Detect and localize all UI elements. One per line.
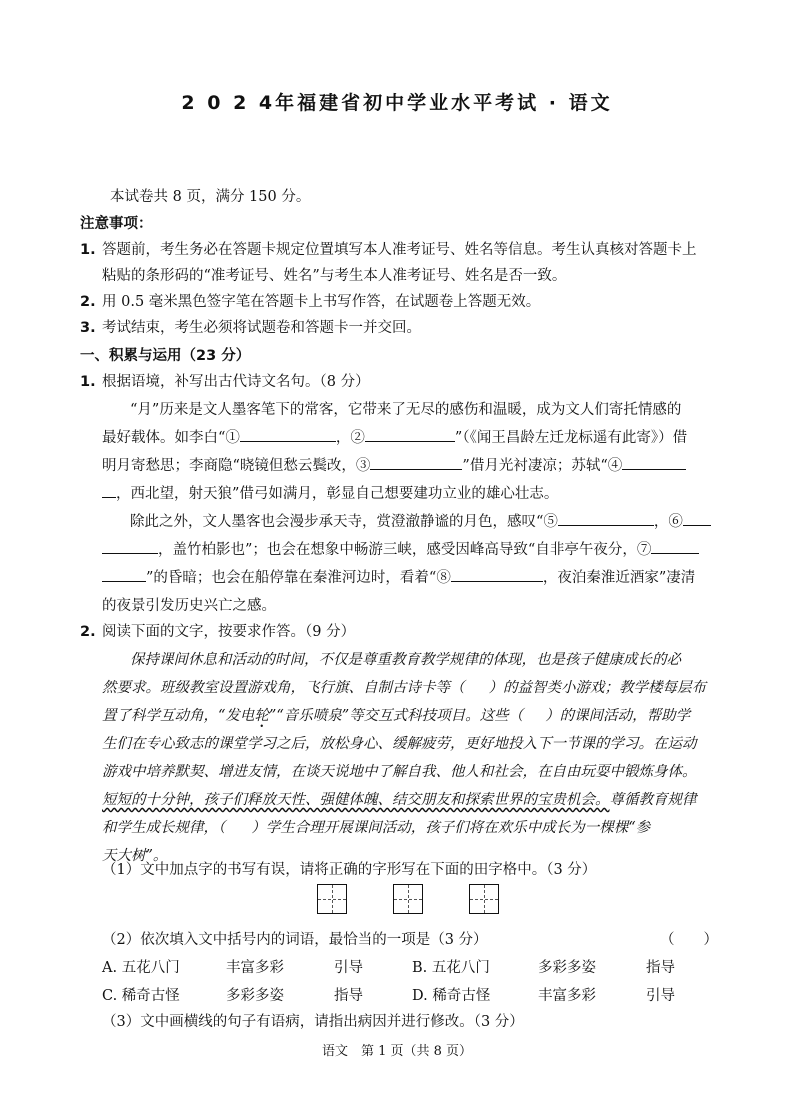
notice-heading: 注意事项： xyxy=(80,216,153,232)
q2-passage-line7: 和学生成长规律，（ ）学生合理开展课间活动，孩子们将在欢乐中成长为一棵棵“参 xyxy=(102,820,651,836)
option-b[interactable]: B. 五花八门 xyxy=(412,960,490,976)
q1-p1-line4: ，西北望，射天狼”借弓如满月，彰显自己想要建功立业的雄心壮志。 xyxy=(102,482,558,503)
page-title: 2 0 2 4年福建省初中学业水平考试 · 语文 xyxy=(181,92,613,114)
tianzige-box-1[interactable] xyxy=(317,884,347,914)
option-a-word3: 引导 xyxy=(334,960,363,976)
q2-sub3: （3）文中画横线的句子有语病，请指出病因并进行修改。（3 分） xyxy=(102,1014,524,1030)
q1-stem: 1. 根据语境，补写出古代诗文名句。（8 分） xyxy=(80,374,370,390)
option-a-word2: 丰富多彩 xyxy=(226,960,284,976)
section-heading: 一、积累与运用（23 分） xyxy=(80,348,251,364)
q2-passage-line8: 天大树”。 xyxy=(102,848,168,864)
blank-5[interactable] xyxy=(558,512,654,526)
intro-text: 本试卷共 8 页，满分 150 分。 xyxy=(110,189,311,205)
q1-p1-line2: 最好载体。如李白“① ，② ”（《闻王昌龄左迁龙标遥有此寄》）借 xyxy=(102,430,688,446)
blank-7-cont[interactable] xyxy=(102,568,146,582)
option-c-word2: 多彩多姿 xyxy=(226,988,284,1004)
option-d[interactable]: D. 稀奇古怪 xyxy=(412,988,491,1004)
blank-6[interactable] xyxy=(683,512,711,526)
dotted-char: 轮 xyxy=(254,708,269,724)
q2-passage-line6: 短短的十分钟，孩子们释放天性、强健体魄、结交朋友和探索世界的宝贵机会。尊循教育规律 xyxy=(102,792,697,808)
q2-passage-line5: 游戏中培养默契、增进友情，在谈天说地中了解自我、他人和社会，在自由玩耍中锻炼身体。 xyxy=(102,764,697,780)
q2-sub2: （2）依次填入文中括号内的词语，最恰当的一项是（3 分） xyxy=(102,932,488,948)
notice-3: 3. 考试结束，考生必须将试题卷和答题卡一并交回。 xyxy=(80,320,421,336)
tianzige-box-3[interactable] xyxy=(469,884,499,914)
q2-passage-line2: 然要求。班级教室设置游戏角，飞行旗、自制古诗卡等（ ）的益智类小游戏；教学楼每层布 xyxy=(102,680,706,696)
q1-p2-line2: ，盖竹柏影也”；也会在想象中畅游三峡，感受因峰高导致“自非亭午夜分，⑦ xyxy=(102,538,699,559)
blank-8[interactable] xyxy=(451,568,543,582)
q2-sub1: （1）文中加点字的书写有误，请将正确的字形写在下面的田字格中。（3 分） xyxy=(102,862,597,878)
notice-1: 1. 答题前，考生务必在答题卡规定位置填写本人准考证号、姓名等信息。考生认真核对答题卡上 xyxy=(80,242,697,258)
notice-1-cont: 粘贴的条形码的“准考证号、姓名”与考生本人准考证号、姓名是否一致。 xyxy=(102,268,567,284)
tianzige-box-2[interactable] xyxy=(393,884,423,914)
q1-p2-line3: ”的昏暗；也会在船停靠在秦淮河边时，看着“⑧ ，夜泊秦淮近酒家”凄清 xyxy=(102,566,695,587)
page-footer: 语文 第 1 页（共 8 页） xyxy=(321,1044,473,1059)
answer-paren[interactable]: （ ） xyxy=(660,932,718,948)
q1-p2-line1: 除此之外，文人墨客也会漫步承天寺，赏澄澈静谧的月色，感叹“⑤ ，⑥ xyxy=(130,510,711,531)
q2-passage-line1: 保持课间休息和活动的时间，不仅是尊重教育教学规律的体现，也是孩子健康成长的必 xyxy=(130,652,681,668)
option-b-word2: 多彩多姿 xyxy=(538,960,596,976)
blank-6-cont[interactable] xyxy=(102,540,158,554)
blank-1[interactable] xyxy=(240,428,336,442)
blank-2[interactable] xyxy=(365,428,455,442)
q2-passage-line4: 生们在专心致志的课堂学习之后，放松身心、缓解疲劳，更好地投入下一节课的学习。在运动 xyxy=(102,736,697,752)
q1-p1-line1: “月”历来是文人墨客笔下的常客，它带来了无尽的感伤和温暖，成为文人们寄托情感的 xyxy=(130,402,682,418)
option-b-word3: 指导 xyxy=(646,960,675,976)
q2-stem: 2. 阅读下面的文字，按要求作答。（9 分） xyxy=(80,624,356,640)
option-c[interactable]: C. 稀奇古怪 xyxy=(102,988,180,1004)
blank-4[interactable] xyxy=(622,456,686,470)
q1-p2-line4: 的夜景引发历史兴亡之感。 xyxy=(102,598,276,614)
q1-p1-line3: 明月寄愁思；李商隐“晓镜但愁云鬓改，③ ”借月光衬凄凉；苏轼“④ xyxy=(102,454,686,475)
option-a[interactable]: A. 五花八门 xyxy=(102,960,180,976)
option-c-word3: 指导 xyxy=(334,988,363,1004)
wavy-sentence: 短短的十分钟，孩子们释放天性、强健体魄、结交朋友和探索世界的宝贵机会。 xyxy=(102,792,610,808)
notice-2: 2. 用 0.5 毫米黑色签字笔在答题卡上书写作答，在试题卷上答题无效。 xyxy=(80,294,541,310)
q2-passage-line3: 置了科学互动角，“发电轮”“音乐喷泉”等交互式科技项目。这些（ ）的课间活动，帮助学 xyxy=(102,708,691,724)
blank-3[interactable] xyxy=(370,456,462,470)
option-d-word2: 丰富多彩 xyxy=(538,988,596,1004)
blank-4-cont[interactable] xyxy=(102,484,116,498)
blank-7[interactable] xyxy=(651,540,699,554)
option-d-word3: 引导 xyxy=(646,988,675,1004)
